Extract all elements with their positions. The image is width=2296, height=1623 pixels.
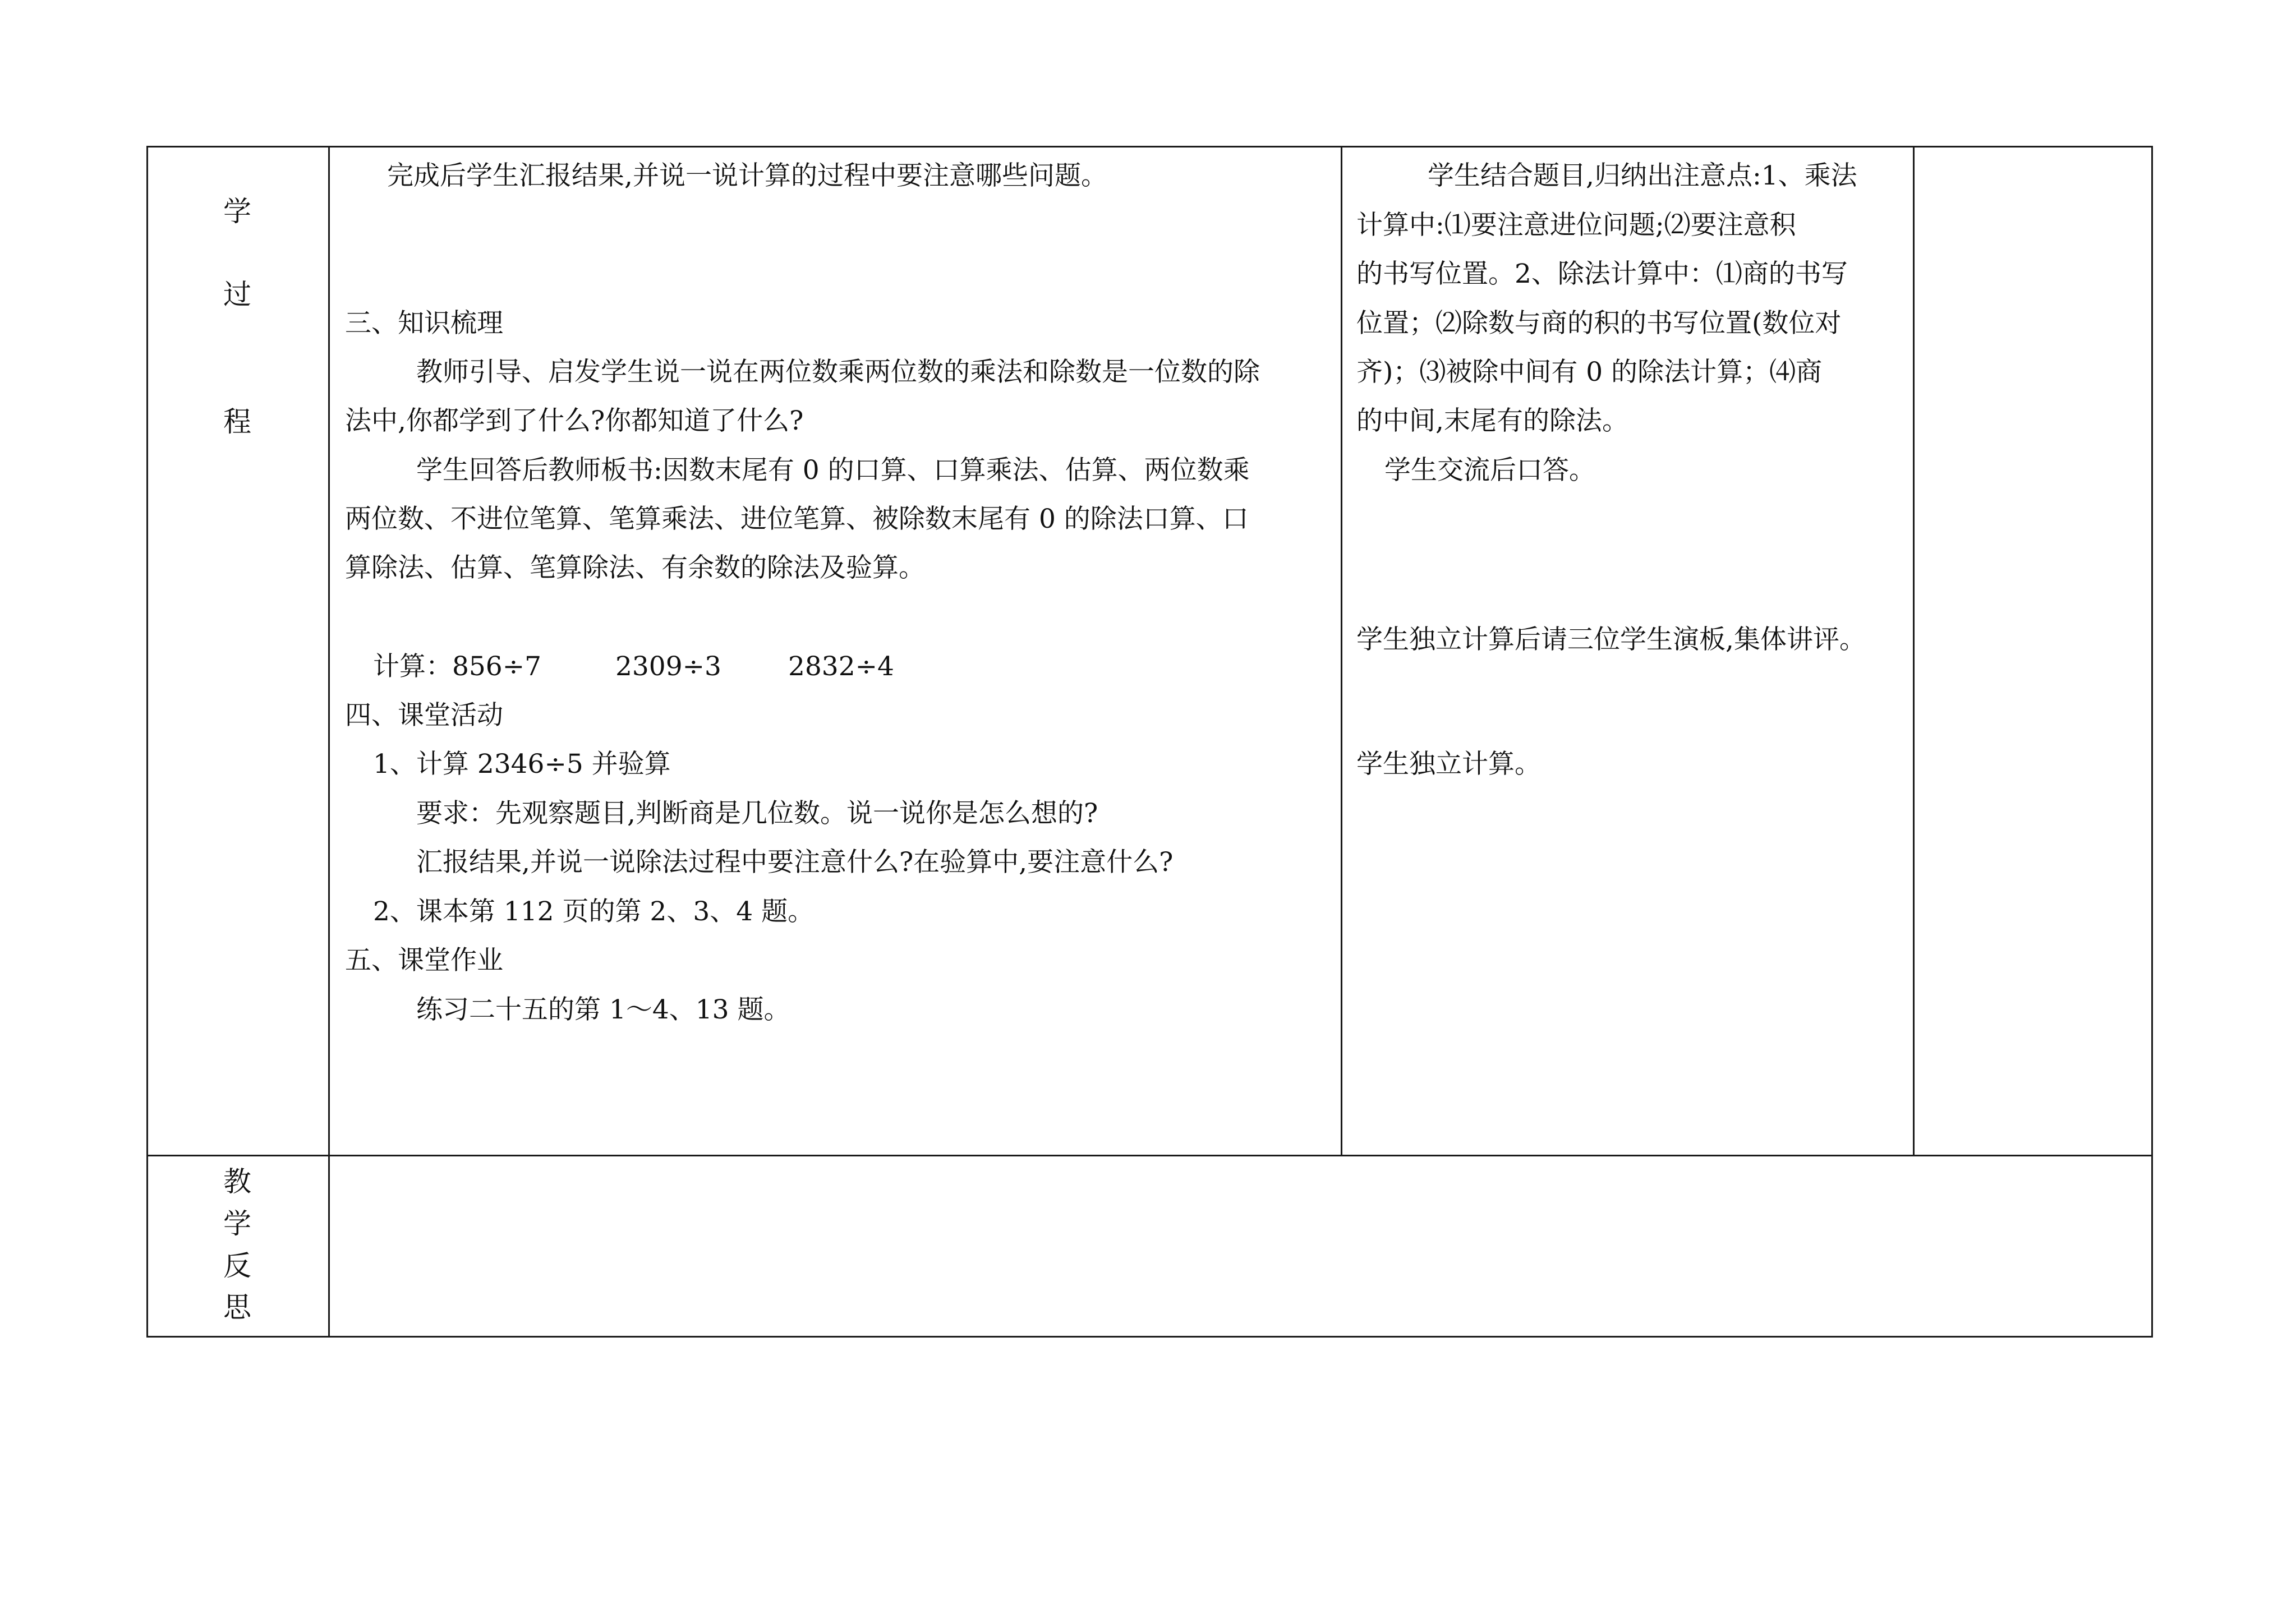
text-line: 计算中:⑴要注意进位问题;⑵要注意积 — [1356, 210, 1796, 241]
table-top-border — [146, 146, 2153, 147]
text-line: 要求：先观察题目,判断商是几位数。说一说你是怎么想的? — [416, 798, 1098, 829]
text-line: 练习二十五的第 1～4、13 题。 — [416, 994, 790, 1025]
section-heading: 四、课堂活动 — [345, 700, 503, 731]
row-divider — [146, 1155, 2153, 1156]
text-line: 齐)；⑶被除中间有 0 的除法计算；⑷商 — [1356, 357, 1823, 388]
text-line: 学生结合题目,归纳出注意点:1、乘法 — [1428, 160, 1857, 191]
section-heading: 三、知识梳理 — [345, 308, 503, 339]
text-line: 学生独立计算。 — [1356, 749, 1541, 780]
table-left-border — [146, 146, 148, 1338]
section-heading: 五、课堂作业 — [345, 945, 503, 976]
text-line: 完成后学生汇报结果,并说一说计算的过程中要注意哪些问题。 — [387, 160, 1107, 191]
text-line: 学生回答后教师板书:因数末尾有 0 的口算、口算乘法、估算、两位数乘 — [416, 455, 1250, 486]
text-line: 汇报结果,并说一说除法过程中要注意什么?在验算中,要注意什么? — [416, 847, 1174, 878]
text-line: 两位数、不进位笔算、笔算乘法、进位笔算、被除数末尾有 0 的除法口算、口 — [345, 504, 1249, 534]
calc-problem: 2832÷4 — [788, 651, 894, 682]
text-line: 学生交流后口答。 — [1384, 455, 1595, 486]
label-char: 过 — [223, 278, 251, 311]
label-char: 学 — [223, 1207, 251, 1240]
label-char: 教 — [223, 1165, 251, 1198]
label-char: 反 — [223, 1249, 251, 1282]
text-line: 法中,你都学到了什么?你都知道了什么? — [345, 405, 804, 436]
calc-problem: 计算：856÷7 — [373, 651, 541, 682]
table-right-border — [2151, 146, 2153, 1338]
text-line: 2、课本第 112 页的第 2、3、4 题。 — [373, 896, 815, 927]
main-column-divider — [1341, 146, 1342, 1156]
calc-problem: 2309÷3 — [615, 651, 721, 682]
label-column-divider — [328, 146, 330, 1338]
label-char: 学 — [223, 195, 251, 228]
text-line: 位置；⑵除数与商的积的书写位置(数位对 — [1356, 308, 1842, 339]
text-line: 学生独立计算后请三位学生演板,集体讲评。 — [1356, 624, 1866, 655]
text-line: 1、计算 2346÷5 并验算 — [373, 749, 671, 780]
table-bottom-border — [146, 1336, 2153, 1338]
text-line: 算除法、估算、笔算除法、有余数的除法及验算。 — [345, 552, 925, 583]
text-line: 教师引导、启发学生说一说在两位数乘两位数的乘法和除数是一位数的除 — [416, 357, 1260, 388]
text-line: 的书写位置。2、除法计算中：⑴商的书写 — [1356, 259, 1848, 289]
text-line: 的中间,末尾有的除法。 — [1356, 405, 1628, 436]
label-char: 思 — [223, 1291, 251, 1324]
student-column-divider — [1913, 146, 1915, 1156]
label-char: 程 — [223, 405, 251, 438]
